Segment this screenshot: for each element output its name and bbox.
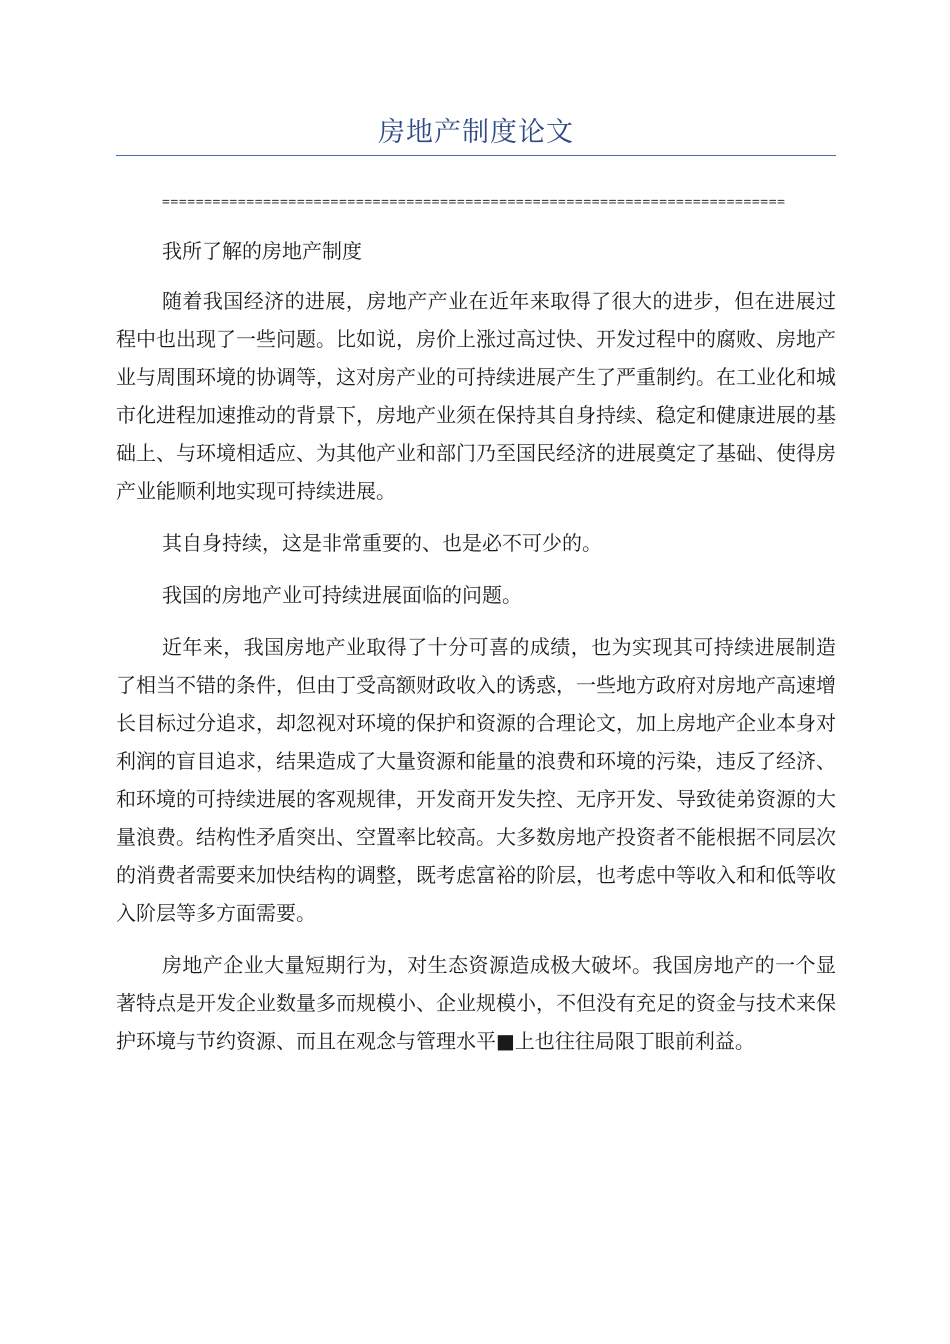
paragraph: 随着我国经济的进展，房地产产业在近年来取得了很大的进步，但在进展过程中也出现了一些问题。比如说，房价上涨过高过快、开发过程中的腐败、房地产业与周围环境的协调等，这对房产业的可持续进展产生了严重制约。在工业化和城市化进程加速推动的背景下，房地产业须在保持其自身持续、稳定和健康进展的基础上、与环境相适应、为其他产业和部门乃至国民经济的进展奠定了基础、使得房产业能顺利地实现可持续进展。 (116, 289, 836, 503)
paragraph: 近年来，我国房地产业取得了十分可喜的成绩，也为实现其可持续进展制造了相当不错的条件，但由丁受高额财政收入的诱惑，一些地方政府对房地产高速增长目标过分追求，却忽视对环境的保护和资源的合理论文，加上房地产企业本身对利润的盲目追求，结果造成了大量资源和能量的浪费和环境的污染，违反了经济、和环境的可持续进展的客观规律，开发商开发失控、无序开发、导致徒弟资源的大量浪费。结构性矛盾突出、空置率比较高。大多数房地产投资者不能根据不同层次的消费者需要来加快结构的调整，既考虑富裕的阶层，也考虑中等收入和和低等收入阶层等多方面需要。 (116, 635, 836, 925)
document-title: 房地产制度论文 (378, 117, 574, 148)
title-underline (116, 155, 836, 156)
paragraph: 其自身持续，这是非常重要的、也是必不可少的。 (162, 531, 602, 555)
section-heading: 我所了解的房地产制度 (162, 239, 362, 263)
separator-line: ========================================================================== (162, 195, 786, 210)
paragraph: 房地产企业大量短期行为，对生态资源造成极大破坏。我国房地产的一个显著特点是开发企业数量多而规模小、企业规模小，不但没有充足的资金与技术来保护环境与节约资源、而且在观念与管理水平■上也往往局限丁眼前利益。 (116, 953, 836, 1053)
document-page (116, 0, 836, 1074)
paragraph: 我国的房地产业可持续进展面临的问题。 (162, 583, 522, 607)
document-body (116, 232, 836, 1060)
